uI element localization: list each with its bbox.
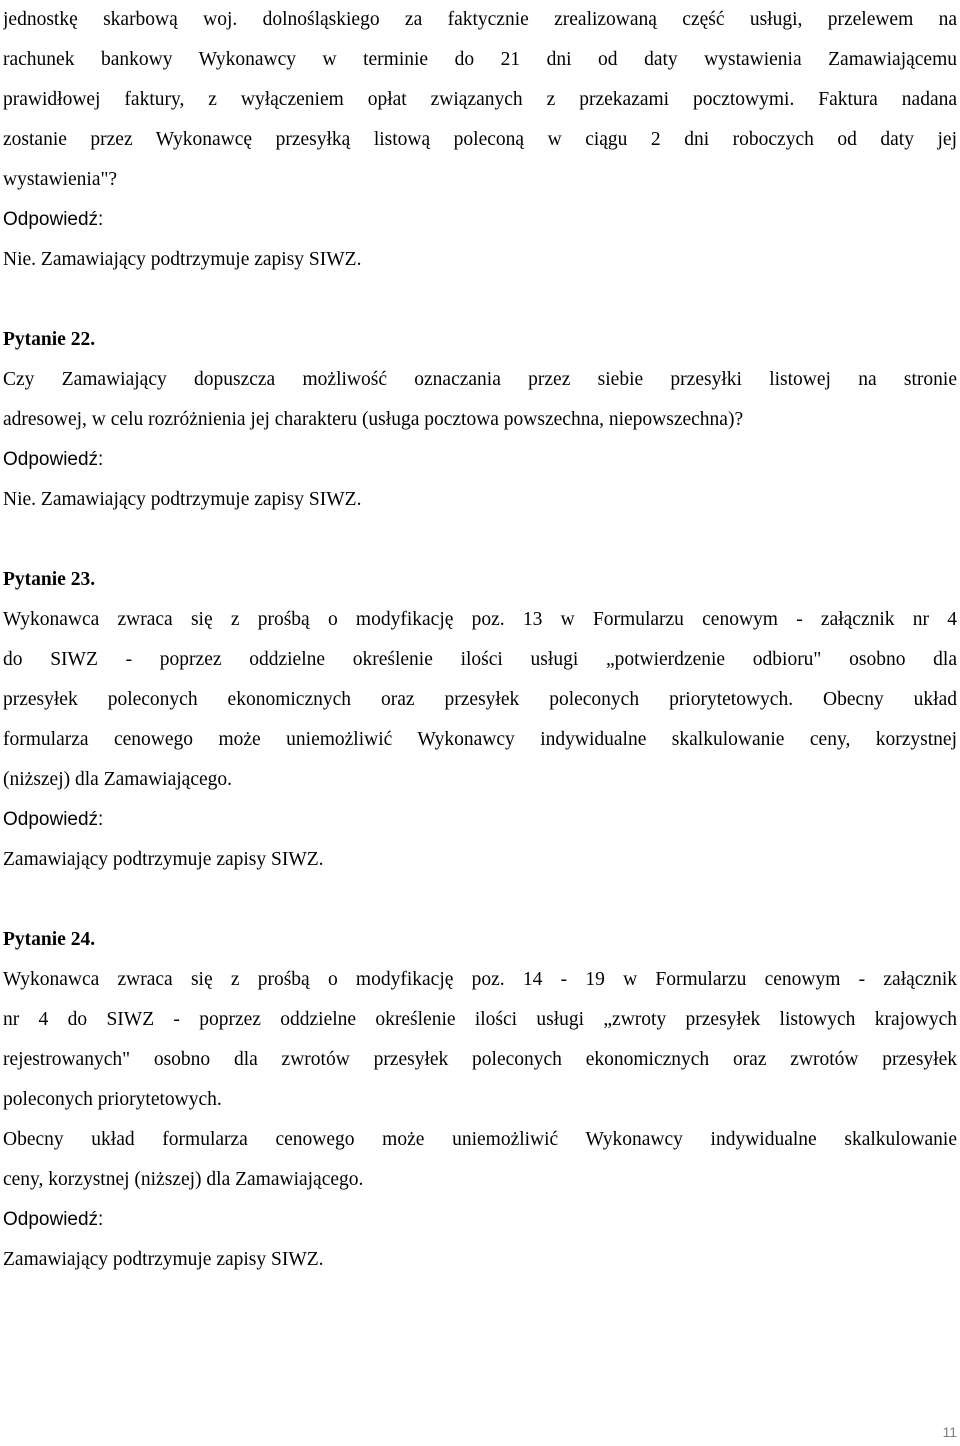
answer-label: Odpowiedź:	[3, 809, 104, 830]
paragraph-line: adresowej, w celu rozróżnienia jej charakteru (usługa pocztowa powszechna, niepowszechna)?	[3, 409, 744, 430]
spacer	[3, 520, 957, 560]
answer-text: Zamawiający podtrzymuje zapisy SIWZ.	[3, 1249, 324, 1270]
paragraph-line: nr 4 do SIWZ - poprzez oddzielne określenie ilości usługi „zwroty przesyłek listowych krajowych	[3, 1009, 957, 1030]
question-title: Pytanie 24.	[3, 929, 96, 950]
document-page	[3, 0, 957, 1280]
paragraph-line: prawidłowej faktury, z wyłączeniem opłat związanych z przekazami pocztowymi. Faktura nadana	[3, 89, 957, 110]
spacer	[3, 280, 957, 320]
paragraph-line: Wykonawca zwraca się z prośbą o modyfikację poz. 13 w Formularzu cenowym - załącznik nr 4	[3, 609, 957, 630]
paragraph-line: Czy Zamawiający dopuszcza możliwość oznaczania przez siebie przesyłki listowej na stronie	[3, 369, 957, 390]
spacer	[3, 880, 957, 920]
answer-label: Odpowiedź:	[3, 209, 104, 230]
question-23-section	[3, 560, 957, 880]
paragraph-line: (niższej) dla Zamawiającego.	[3, 769, 233, 790]
paragraph-line: formularza cenowego może uniemożliwić Wykonawcy indywidualne skalkulowanie ceny, korzystnej	[3, 729, 957, 750]
page-number: 11	[942, 1424, 957, 1440]
answer-label: Odpowiedź:	[3, 1209, 104, 1230]
paragraph-line: do SIWZ - poprzez oddzielne określenie ilości usługi „potwierdzenie odbioru" osobno dla	[3, 649, 957, 670]
paragraph-line: Obecny układ formularza cenowego może uniemożliwić Wykonawcy indywidualne skalkulowanie	[3, 1129, 957, 1150]
paragraph-line: zostanie przez Wykonawcę przesyłką listową poleconą w ciągu 2 dni roboczych od daty jej	[3, 129, 957, 150]
paragraph-line: poleconych priorytetowych.	[3, 1089, 222, 1110]
question-24-section	[3, 920, 957, 1280]
paragraph-line: ceny, korzystnej (niższej) dla Zamawiającego.	[3, 1169, 364, 1190]
answer-text: Nie. Zamawiający podtrzymuje zapisy SIWZ.	[3, 489, 362, 510]
paragraph-line: rejestrowanych" osobno dla zwrotów przesyłek poleconych ekonomicznych oraz zwrotów przesyłek	[3, 1049, 957, 1070]
paragraph-line: jednostkę skarbową woj. dolnośląskiego za faktycznie zrealizowaną część usługi, przelewem na	[3, 9, 957, 30]
paragraph-line: Wykonawca zwraca się z prośbą o modyfikację poz. 14 - 19 w Formularzu cenowym - załącznik	[3, 969, 957, 990]
answer-text: Nie. Zamawiający podtrzymuje zapisy SIWZ.	[3, 249, 362, 270]
paragraph-line: przesyłek poleconych ekonomicznych oraz przesyłek poleconych priorytetowych. Obecny układ	[3, 689, 957, 710]
paragraph-line: wystawienia"?	[3, 169, 118, 190]
question-title: Pytanie 22.	[3, 329, 96, 350]
paragraph-line: rachunek bankowy Wykonawcy w terminie do 21 dni od daty wystawienia Zamawiającemu	[3, 49, 957, 70]
question-22-section	[3, 320, 957, 520]
answer-label: Odpowiedź:	[3, 449, 104, 470]
answer-text: Zamawiający podtrzymuje zapisy SIWZ.	[3, 849, 324, 870]
question-title: Pytanie 23.	[3, 569, 96, 590]
intro-section	[3, 0, 957, 280]
